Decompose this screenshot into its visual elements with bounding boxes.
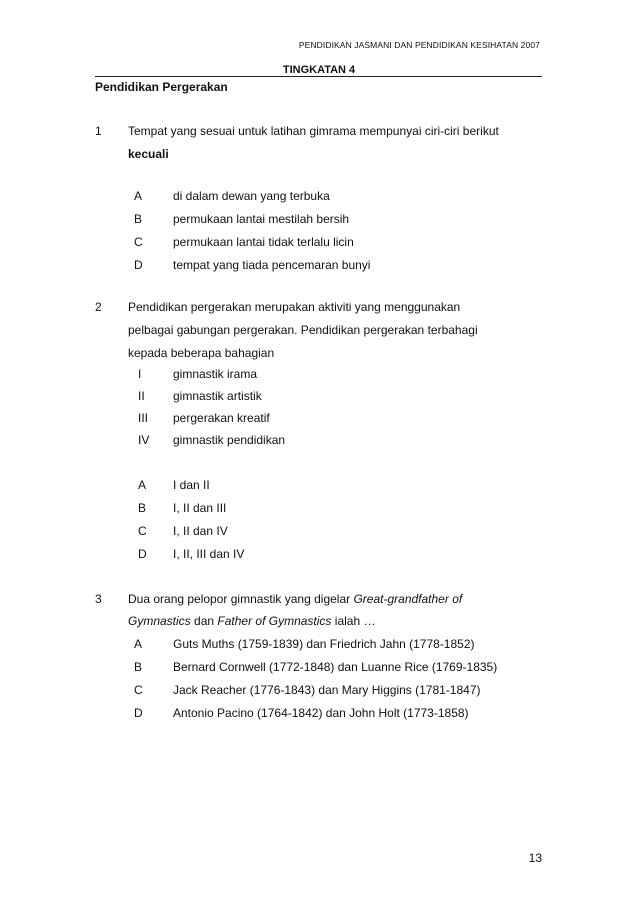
question-text: Tempat yang sesuai untuk latihan gimrama mempunyai ciri-ciri berikut [128,124,499,138]
option-key: B [134,212,143,226]
option-key: D [138,547,147,561]
option-key: B [138,501,147,515]
option-key: B [134,660,143,674]
statement-key: II [138,389,145,403]
option-key: D [134,706,143,720]
question-text-part: ialah … [331,614,376,628]
option-text: I, II dan IV [173,524,228,538]
option-text: I dan II [173,478,210,492]
question-number: 3 [95,592,102,606]
question-text-emphasis: Father of Gymnastics [217,614,332,628]
question-text [128,614,375,628]
section-title: Pendidikan Pergerakan [95,80,228,94]
option-text: Antonio Pacino (1764-1842) dan John Holt (1773-1858) [173,706,469,720]
option-key: C [138,524,147,538]
form-level-title: TINGKATAN 4 [282,64,356,76]
option-key: A [134,637,143,651]
statement-text: gimnastik pendidikan [173,433,286,447]
statement-text: pergerakan kreatif [173,411,270,425]
statement-text: gimnastik irama [173,367,258,381]
question-text-part: dan [190,614,218,628]
option-key: A [134,189,143,203]
option-text: I, II dan III [173,501,227,515]
statement-key: I [138,367,142,381]
header-divider [95,76,542,77]
option-key: D [134,258,143,272]
option-text: tempat yang tiada pencemaran bunyi [173,258,371,272]
statement-text: gimnastik artistik [173,389,262,403]
statement-key: IV [138,433,150,447]
option-text: di dalam dewan yang terbuka [173,189,330,203]
option-key: C [134,235,143,249]
question-number: 1 [95,124,102,138]
question-text [128,592,462,606]
option-text: permukaan lantai tidak terlalu licin [173,235,354,249]
question-text: kepada beberapa bahagian [128,346,275,360]
question-text-emphasis: Great-grandfather of [353,592,463,606]
option-text: permukaan lantai mestilah bersih [173,212,350,226]
option-key: C [134,683,143,697]
option-text: Guts Muths (1759-1839) dan Friedrich Jahn (1778-1852) [173,637,475,651]
option-text: I, II, III dan IV [173,547,245,561]
question-text-emphasis: Gymnastics [128,614,191,628]
page-number: 13 [528,851,542,865]
question-text: pelbagai gabungan pergerakan. Pendidikan pergerakan terbahagi [128,323,478,337]
question-text-part: Dua orang pelopor gimnastik yang digelar [128,592,354,606]
option-text: Jack Reacher (1776-1843) dan Mary Higgins (1781-1847) [173,683,481,697]
statement-key: III [138,411,149,425]
question-text: Pendidikan pergerakan merupakan aktiviti yang menggunakan [128,300,461,314]
document-header: PENDIDIKAN JASMANI DAN PENDIDIKAN KESIHATAN 2007 [298,40,540,50]
option-key: A [138,478,147,492]
question-number: 2 [95,300,102,314]
option-text: Bernard Cornwell (1772-1848) dan Luanne Rice (1769-1835) [173,660,498,674]
question-text: kecuali [128,147,169,161]
